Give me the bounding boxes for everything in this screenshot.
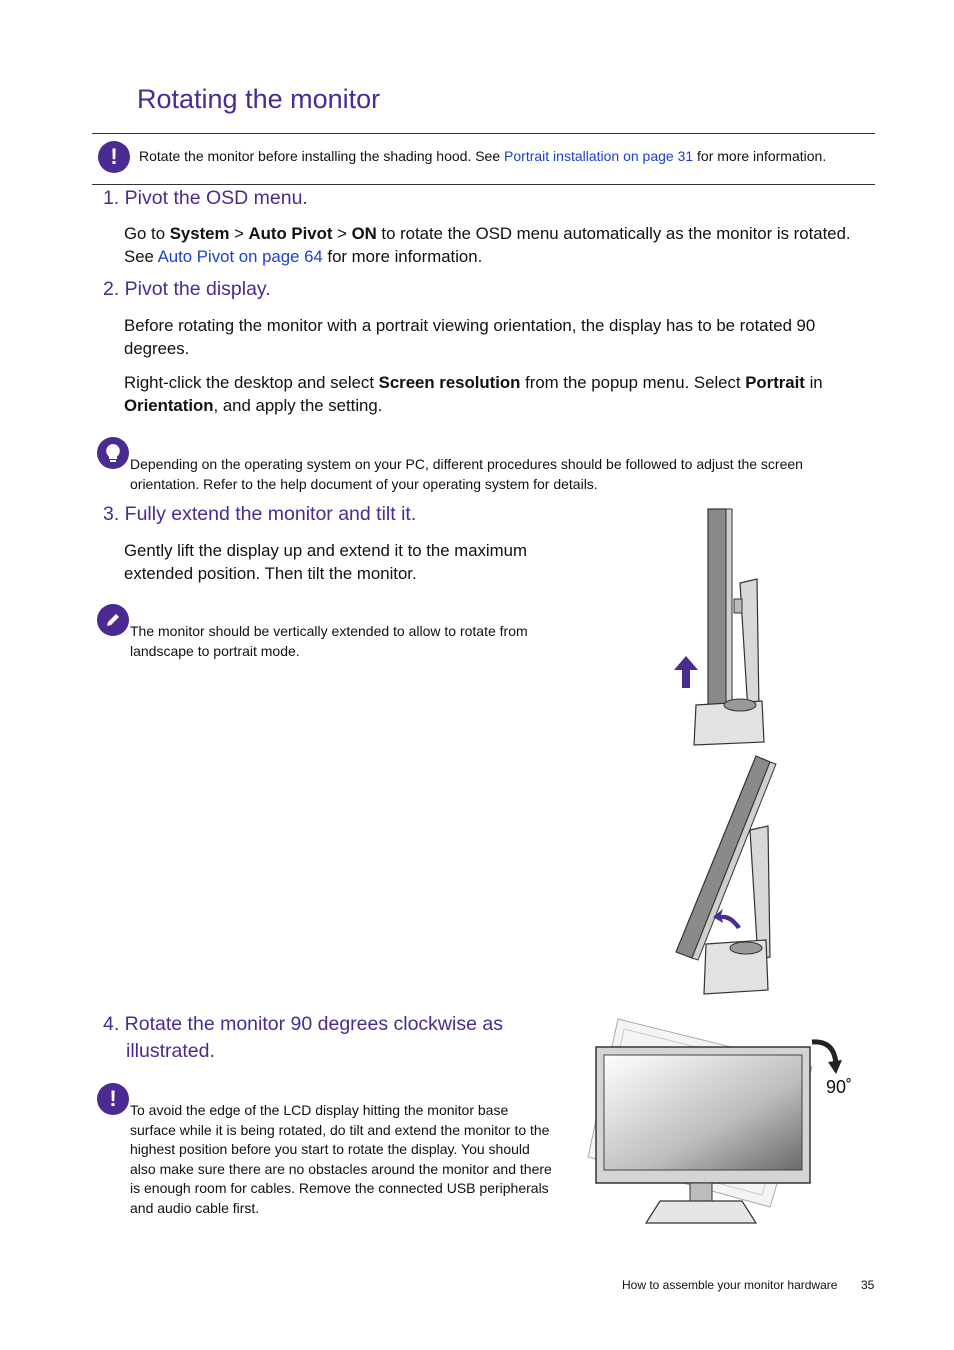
- pencil-icon: [97, 604, 129, 636]
- tip-os-procedure: Depending on the operating system on your PC, different procedures should be followed to adjust the screen orientation. Refer to the help document of your operating system for details.: [130, 456, 803, 492]
- note-shading-hood: [139, 147, 879, 167]
- menu-auto-pivot: Auto Pivot: [248, 224, 333, 243]
- step-3-heading: 3. Fully extend the monitor and tilt it.: [103, 503, 417, 525]
- step-1-heading: 1. Pivot the OSD menu.: [103, 187, 308, 209]
- note-text: Rotate the monitor before installing the shading hood. See: [139, 148, 505, 164]
- monitor-tilt-illustration: [660, 752, 780, 997]
- exclamation-icon: !: [97, 1083, 129, 1115]
- lightbulb-icon: [97, 437, 129, 469]
- menu-on: ON: [351, 224, 377, 243]
- bottom-divider: [92, 184, 875, 185]
- top-divider: [92, 133, 875, 134]
- angle-label: 90˚: [826, 1077, 853, 1097]
- rotate-arrow-icon: [810, 1038, 842, 1076]
- step-4-heading-line-2: illustrated.: [126, 1040, 215, 1062]
- portrait-installation-link[interactable]: Portrait installation on page 31: [504, 148, 694, 164]
- step-4-heading-line-1: 4. Rotate the monitor 90 degrees clockwise as: [103, 1013, 503, 1035]
- curved-arrow-icon: [713, 907, 743, 929]
- page-number: 35: [861, 1278, 875, 1292]
- footer-section: How to assemble your monitor hardware: [622, 1278, 838, 1292]
- arrow-up-icon: [674, 656, 698, 688]
- note-text-end: for more information.: [693, 148, 827, 164]
- step-2-paragraph-2: Right-click the desktop and select Screen resolution from the popup menu. Select Portrait in Orientation, and apply the setting.: [124, 373, 823, 415]
- step-4-note: To avoid the edge of the LCD display hitting the monitor base surface while it is being rotated, do tilt and extend the monitor to the highest position before you start to rotate the display. You should also make sure there are no obstacles around the monitor and there is enough room for cables. Remove the connected USB peripherals and audio cable first.: [130, 1102, 552, 1216]
- exclamation-icon: !: [98, 141, 130, 173]
- auto-pivot-link[interactable]: Auto Pivot on page 64: [157, 247, 323, 266]
- step-2-paragraph-1: Before rotating the monitor with a portrait viewing orientation, the display has to be rotated 90 degrees.: [124, 316, 816, 358]
- menu-system: System: [169, 224, 230, 243]
- monitor-extend-illustration: [660, 505, 780, 750]
- page-title: Rotating the monitor: [137, 84, 381, 114]
- step-2-heading: 2. Pivot the display.: [103, 278, 271, 300]
- step-3-note: The monitor should be vertically extended to allow to rotate from landscape to portrait mode.: [130, 623, 528, 659]
- step-3-paragraph: Gently lift the display up and extend it to the maximum extended position. Then tilt the monitor.: [124, 541, 527, 583]
- step-1-text: Go to System > Auto Pivot > ON to rotate the OSD menu automatically as the monitor is rotated. See Auto Pivot on page 64 for more information.: [124, 224, 851, 266]
